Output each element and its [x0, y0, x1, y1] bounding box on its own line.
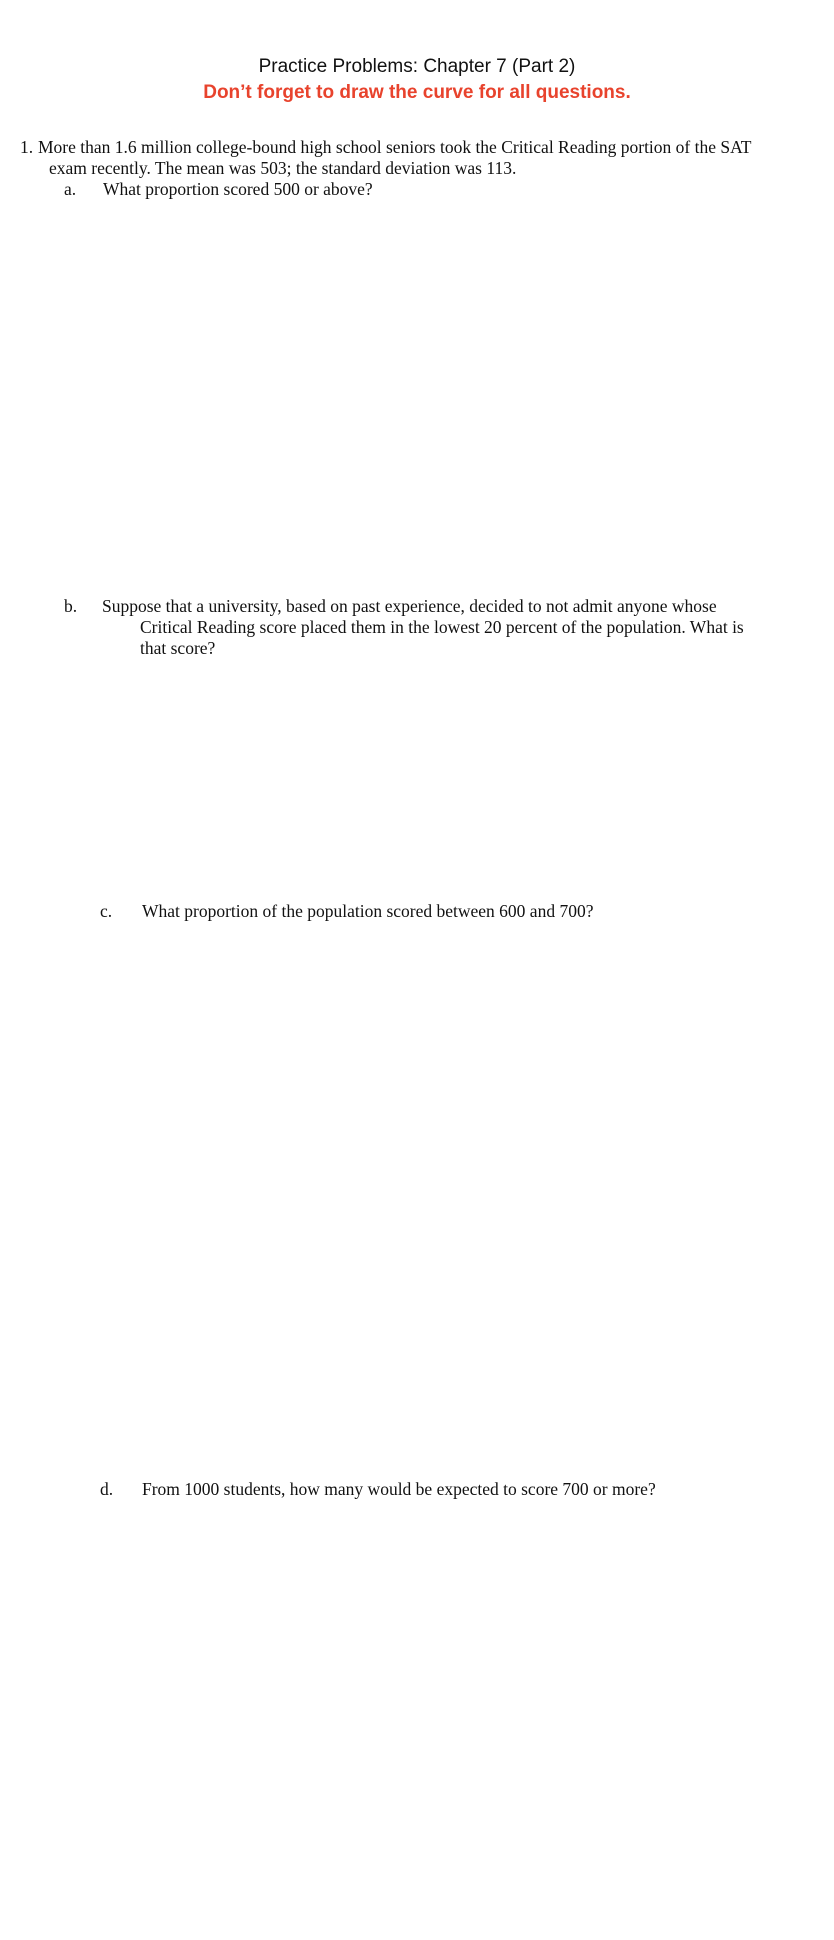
question-1d-text: From 1000 students, how many would be expected to score 700 or more? [142, 1479, 656, 1499]
question-1c-text: What proportion of the population scored between 600 and 700? [142, 901, 594, 921]
question-1b-text-line-2: Critical Reading score placed them in the lowest 20 percent of the population. What is [140, 617, 744, 637]
question-1b-text-line-1: Suppose that a university, based on past experience, decided to not admit anyone whose [102, 596, 717, 616]
question-1b-text-line-3: that score? [140, 638, 216, 658]
question-1-number: 1. [20, 137, 34, 157]
question-1d-letter: d. [100, 1479, 114, 1499]
question-1b-letter: b. [64, 596, 78, 616]
page-subtitle-reminder: Don’t forget to draw the curve for all questions. [203, 82, 631, 103]
page-title: Practice Problems: Chapter 7 (Part 2) [258, 56, 576, 77]
question-1-text-line-1: More than 1.6 million college-bound high school seniors took the Critical Reading portion of the SAT [38, 137, 752, 157]
question-1a-text: What proportion scored 500 or above? [103, 179, 373, 199]
question-1c-letter: c. [100, 901, 113, 921]
question-1a-letter: a. [64, 179, 77, 199]
question-1-text-line-2: exam recently. The mean was 503; the standard deviation was 113. [49, 158, 517, 178]
